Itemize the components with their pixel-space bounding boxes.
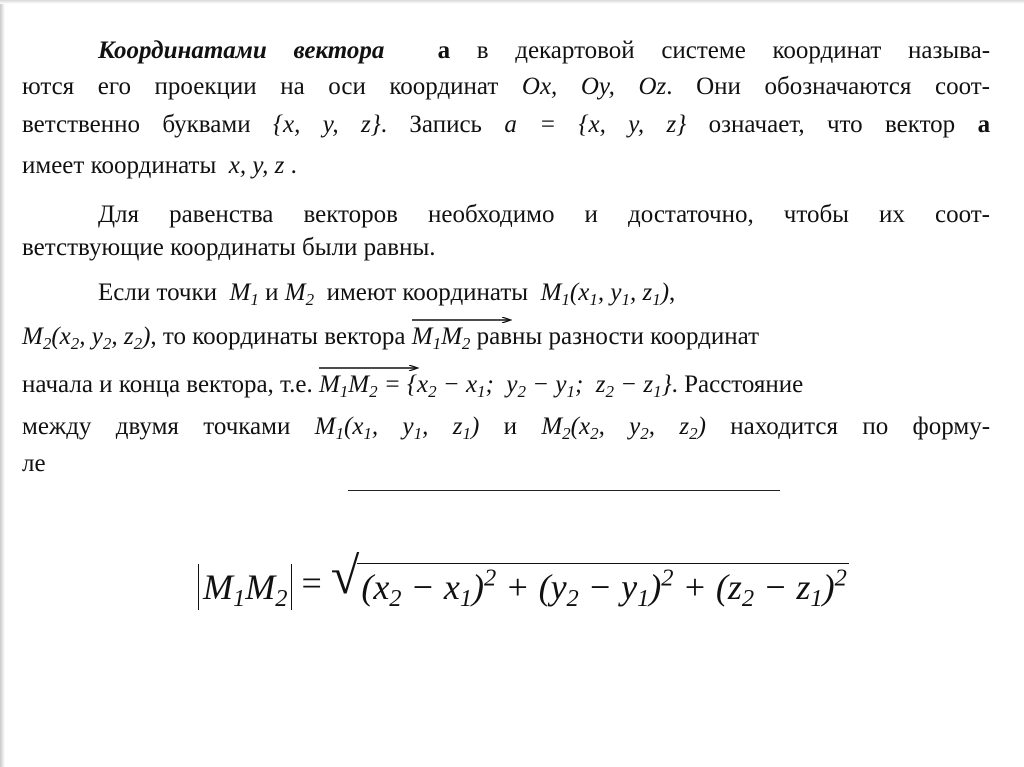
- vector-difference: = {$x_2 - x_1$; $y_2 - y_1$; $z_2 - z_1$}: [383, 371, 672, 401]
- text: ются его проекции на оси координат: [22, 73, 499, 100]
- paragraph3-line2: [22, 322, 990, 352]
- text: между двумя точками: [22, 413, 291, 440]
- text: имеют координаты: [326, 279, 529, 306]
- text: ,: [669, 279, 676, 306]
- term-coordinates: Координатами вектора: [98, 37, 385, 64]
- m1-coords: $M_1(x_1$, $y_1$, $z_1$): [540, 279, 670, 309]
- paragraph1-line2: [22, 72, 990, 102]
- text: равны разности координат: [476, 323, 759, 350]
- paragraph2-line1: Для равенства векторов необходимо и достаточно, чтобы их соот-: [98, 201, 990, 228]
- coords: x, y, z: [228, 152, 285, 179]
- slide-edge: [0, 0, 5, 767]
- text: ветственно буквами: [22, 111, 251, 138]
- axis-oz: Oz: [638, 73, 667, 100]
- text: находится по форму-: [730, 413, 991, 440]
- paragraph2-line2: ветствующие координаты были равны.: [22, 234, 436, 261]
- square-root: [330, 547, 849, 622]
- absolute-value: $M_1M_2$: [198, 564, 292, 610]
- paragraph1-line4: [22, 151, 990, 181]
- text: начала и конца вектора, т.е.: [22, 371, 313, 398]
- text: означает, что вектор: [708, 111, 956, 138]
- slide-edge-top: [0, 0, 1024, 4]
- separator-line: [348, 490, 780, 491]
- axis-oy: Oy,: [580, 73, 615, 100]
- text: имеет координаты: [22, 152, 217, 179]
- point-m1: $M_1$: [229, 279, 259, 309]
- paragraph3-line3: [22, 370, 990, 400]
- vector-m1m2: $M_1M_2$: [319, 370, 378, 400]
- text: и: [503, 413, 517, 440]
- m1-coords: $M_1(x_1$, $y_1$, $z_1$): [314, 413, 480, 443]
- paragraph3-line5: ле: [22, 450, 46, 477]
- radical-icon: √: [330, 547, 360, 605]
- equation-a: a = {x, y, z}: [504, 111, 687, 138]
- vector-a: a: [437, 37, 451, 64]
- letters-set: {x, y, z}: [272, 111, 381, 138]
- paragraph3-line1: [22, 278, 990, 308]
- text: и: [265, 279, 279, 306]
- paragraph1-line1: [22, 36, 990, 66]
- distance-formula: [198, 548, 849, 618]
- radicand: $(x_2 - x_1)^2 + (y_2 - y_1)^2 + (z_2 - z_1)^2$: [357, 563, 849, 610]
- vector-a: a: [977, 111, 991, 138]
- text: , то координаты вектора: [150, 323, 406, 350]
- text: .: [290, 152, 297, 179]
- axis-ox: Ox,: [521, 73, 558, 100]
- paragraph1-line3: [22, 110, 990, 140]
- text: Если точки: [98, 279, 218, 306]
- paragraph3-line4: [22, 412, 990, 442]
- m2-coords: $M_2(x_2$, $y_2$, $z_2$): [22, 323, 151, 353]
- text: . Расстояние: [671, 371, 804, 398]
- equals-sign: =: [301, 563, 322, 603]
- m2-coords: $M_2(x_2$, $y_2$, $z_2$): [541, 413, 706, 443]
- point-m2: $M_2$: [284, 279, 315, 309]
- text: . Они обозначаются соот-: [666, 73, 990, 100]
- text: . Запись: [380, 111, 482, 138]
- text: в декартовой системе координат называ-: [476, 37, 991, 64]
- vector-m1m2: $M_1M_2$: [412, 322, 471, 352]
